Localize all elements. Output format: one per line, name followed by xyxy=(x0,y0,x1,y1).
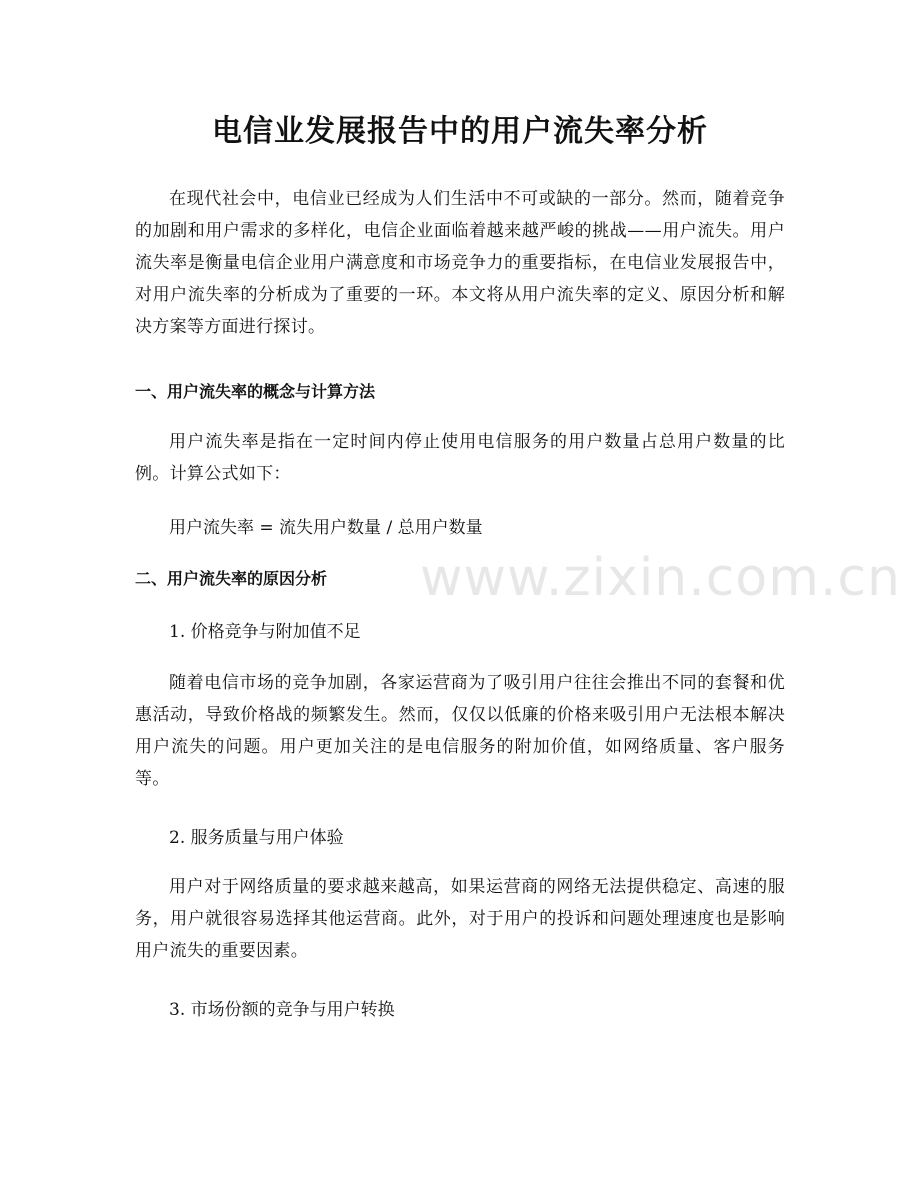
section-heading-causes: 二、用户流失率的原因分析 xyxy=(135,569,328,588)
cause-1-paragraph: 随着电信市场的竞争加剧，各家运营商为了吸引用户往往会推出不同的套餐和优惠活动，导致价格战的频繁发生。然而，仅仅以低廉的价格来吸引用户无法根本解决用户流失的问题。用户更加关注的是电信服务的附加价值，如网络质量、客户服务等。 xyxy=(135,673,785,789)
document-title: 电信业发展报告中的用户流失率分析 xyxy=(212,114,708,149)
intro-paragraph: 在现代社会中，电信业已经成为人们生活中不可或缺的一部分。然而，随着竞争的加剧和用户需求的多样化，电信企业面临着越来越严峻的挑战——用户流失。用户流失率是衡量电信企业用户满意度和市场竞争力的重要指标，在电信业发展报告中，对用户流失率的分析成为了重要的一环。本文将从用户流失率的定义、原因分析和解决方案等方面进行探讨。 xyxy=(135,189,785,337)
cause-2-title: 2. 服务质量与用户体验 xyxy=(169,828,344,848)
cause-3-title: 3. 市场份额的竞争与用户转换 xyxy=(169,1000,395,1020)
formula-line: 用户流失率 = 流失用户数量 / 总用户数量 xyxy=(169,518,483,538)
section-heading-concept: 一、用户流失率的概念与计算方法 xyxy=(135,382,376,401)
concept-paragraph: 用户流失率是指在一定时间内停止使用电信服务的用户数量占总用户数量的比例。计算公式如下： xyxy=(135,432,785,484)
watermark: www.zixin.com.cn xyxy=(420,548,901,608)
cause-1-title: 1. 价格竞争与附加值不足 xyxy=(169,622,361,642)
cause-2-paragraph: 用户对于网络质量的要求越来越高，如果运营商的网络无法提供稳定、高速的服务，用户就很容易选择其他运营商。此外，对于用户的投诉和问题处理速度也是影响用户流失的重要因素。 xyxy=(135,877,785,961)
